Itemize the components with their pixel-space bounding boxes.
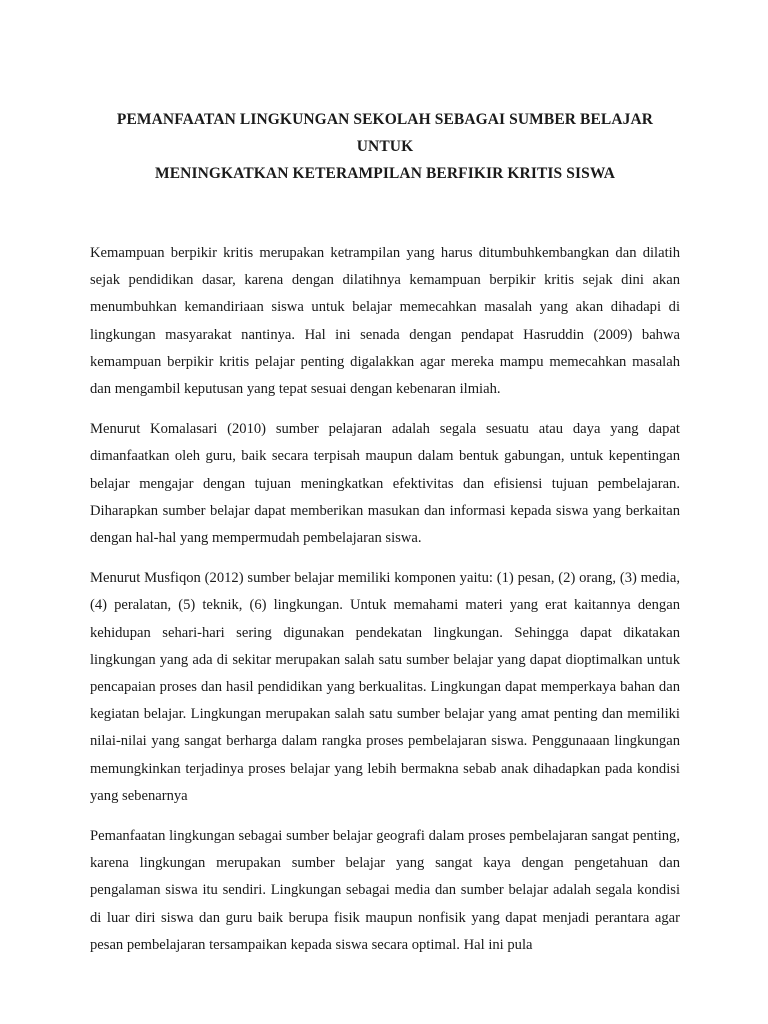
paragraph-4: Pemanfaatan lingkungan sebagai sumber belajar geografi dalam proses pembelajaran sangat penting, karena lingkungan merupakan sumber belajar yang sangat kaya dengan pengetahuan dan pengalaman siswa itu sendiri. Lingkungan sebagai media dan sumber belajar adalah segala kondisi di luar diri siswa dan guru baik berupa fisik maupun nonfisik yang dapat menjadi perantara agar pesan pembelajaran tersampaikan kepada siswa secara optimal. Hal ini pula <box>90 828 680 953</box>
paragraph-2: Menurut Komalasari (2010) sumber pelajaran adalah segala sesuatu atau daya yang dapat dimanfaatkan oleh guru, baik secara terpisah maupun dalam bentuk gabungan, untuk kepentingan belajar mengajar dengan tujuan meningkatkan efektivitas dan efisiensi tujuan pembelajaran. Diharapkan sumber belajar dapat memberikan masukan dan informasi kepada siswa yang berkaitan dengan hal-hal yang mempermudah pembelajaran siswa. <box>90 421 680 547</box>
paragraph-1: Kemampuan berpikir kritis merupakan ketrampilan yang harus ditumbuhkembangkan dan dilatih sejak pendidikan dasar, karena dengan dilatihnya kemampuan berpikir kritis sejak dini akan menumbuhkan kemandiriaan siswa untuk belajar memecahkan masalah yang akan dihadapi di lingkungan masyarakat nantinya. Hal ini senada dengan pendapat Hasruddin (2009) bahwa kemampuan berpikir kritis pelajar penting digalakkan agar mereka mampu memecahkan masalah dan mengambil keputusan yang tepat sesuai dengan kebenaran ilmiah. <box>90 245 680 398</box>
document-title <box>90 106 680 187</box>
title-line-2: MENINGKATKAN KETERAMPILAN BERFIKIR KRITIS SISWA <box>154 165 615 182</box>
title-line-1: PEMANFAATAN LINGKUNGAN SEKOLAH SEBAGAI SUMBER BELAJAR UNTUK <box>116 111 654 155</box>
paragraph-3: Menurut Musfiqon (2012) sumber belajar memiliki komponen yaitu: (1) pesan, (2) orang, (3) media, (4) peralatan, (5) teknik, (6) lingkungan. Untuk memahami materi yang erat kaitannya dengan kehidupan sehari-hari sering digunakan pendekatan lingkungan. Sehingga dapat dikatakan lingkungan yang ada di sekitar merupakan salah satu sumber belajar yang dapat dioptimalkan untuk pencapaian proses dan hasil pendidikan yang berkualitas. Lingkungan dapat memperkaya bahan dan kegiatan belajar. Lingkungan merupakan salah satu sumber belajar yang amat penting dan memiliki nilai-nilai yang sangat berharga dalam rangka proses pembelajaran siswa. Penggunaaan lingkungan memungkinkan terjadinya proses belajar yang lebih bermakna sebab anak dihadapkan pada kondisi yang sebenarnya <box>90 570 680 804</box>
